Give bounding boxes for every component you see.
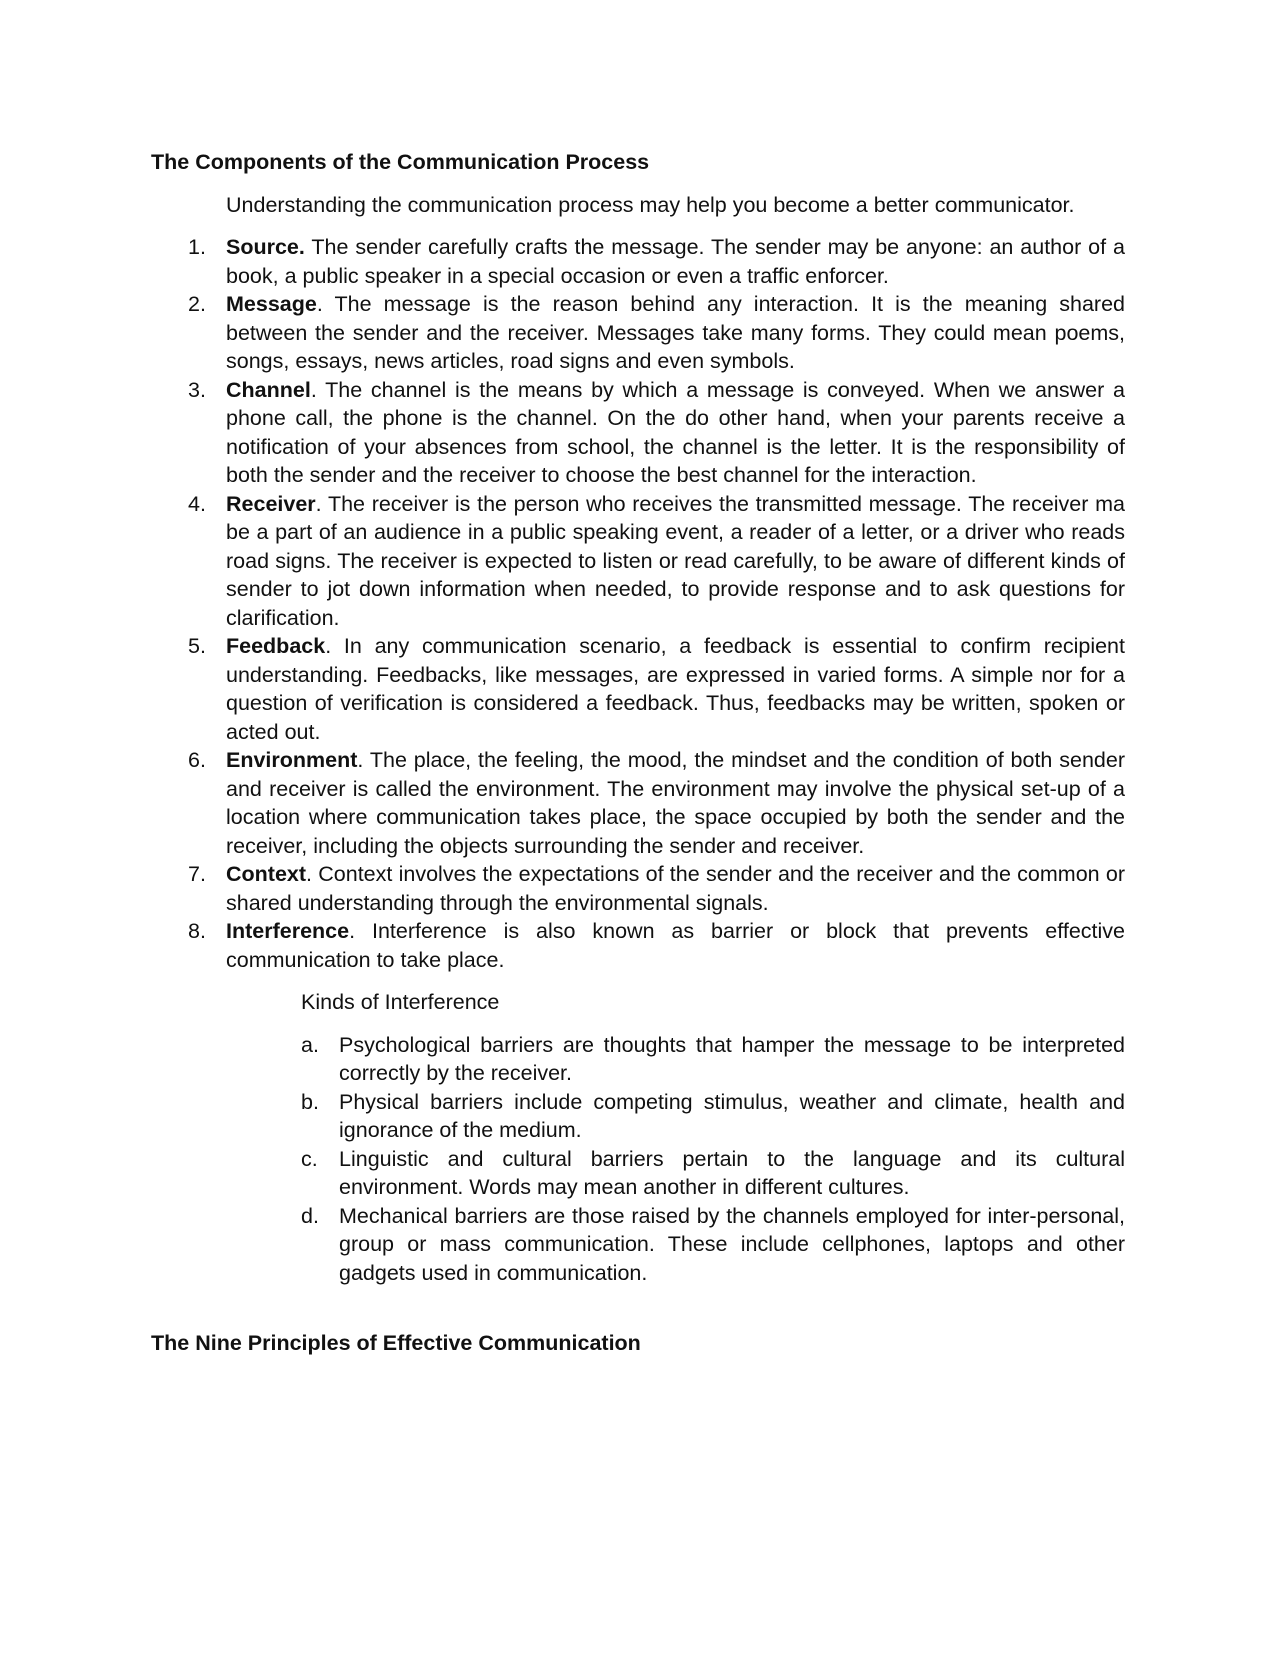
list-text: The sender carefully crafts the message. The sender may be anyone: an author of a book, a public speaker in a special occasion or even a traffic enforcer. xyxy=(226,235,1125,288)
kinds-of-interference-title: Kinds of Interference xyxy=(301,990,500,1014)
intro-paragraph: Understanding the communication process may help you become a better communicator. xyxy=(226,192,1075,217)
kinds-item-mechanical xyxy=(151,1202,1125,1288)
list-item-interference xyxy=(151,917,1125,974)
list-text: Psychological barriers are thoughts that hamper the message to be interpreted correctly by the receiver. xyxy=(339,1032,1125,1085)
list-term: Interference xyxy=(226,919,350,943)
list-item-source xyxy=(151,233,1125,290)
list-number: 1. xyxy=(188,235,206,259)
list-text: . The message is the reason behind any interaction. It is the meaning shared between the sender and the receiver. Messages take many forms. They could mean poems, songs, essays, news articles, road signs and even symbols. xyxy=(226,292,1125,373)
kinds-list xyxy=(151,1031,1125,1288)
kinds-item-psychological xyxy=(151,1031,1125,1088)
list-number: 8. xyxy=(188,919,206,943)
list-text: . The place, the feeling, the mood, the mindset and the condition of both sender and receiver is called the environment. The environment may involve the physical set-up of a location where communication takes place, the space occupied by both the sender and the receiver, including the objects surrounding the sender and receiver. xyxy=(226,748,1125,858)
list-text: Mechanical barriers are those raised by the channels employed for inter-personal, group or mass communication. These include cellphones, laptops and other gadgets used in communication. xyxy=(339,1203,1125,1285)
list-number: 6. xyxy=(188,748,206,772)
list-term: Message xyxy=(226,292,317,316)
list-text: . The receiver is the person who receives the transmitted message. The receiver ma be a part of an audience in a public speaking event, a reader of a letter, or a driver who reads road signs. The receiver is expected to listen or read carefully, to be aware of different kinds of sender to jot down information when needed, to provide response and to ask questions for clarification. xyxy=(226,491,1125,630)
list-term: Feedback xyxy=(226,634,326,658)
list-text: Linguistic and cultural barriers pertain to the language and its cultural environment. Words may mean another in different cultures. xyxy=(339,1146,1125,1199)
list-number: 2. xyxy=(188,292,206,316)
section-heading-principles: The Nine Principles of Effective Communication xyxy=(151,1331,641,1355)
list-letter: c. xyxy=(301,1146,318,1171)
list-term: Channel xyxy=(226,377,311,402)
list-term: Receiver xyxy=(226,491,316,516)
list-text: . Context involves the expectations of the sender and the receiver and the common or shared understanding through the environmental signals. xyxy=(226,862,1125,915)
list-item-feedback xyxy=(151,632,1125,746)
list-number: 5. xyxy=(188,634,206,658)
list-item-message xyxy=(151,290,1125,376)
list-letter: a. xyxy=(301,1032,319,1057)
kinds-item-linguistic xyxy=(151,1145,1125,1202)
list-text: Physical barriers include competing stimulus, weather and climate, health and ignorance of the medium. xyxy=(339,1089,1125,1142)
list-text: . Interference is also known as barrier or block that prevents effective communication to take place. xyxy=(226,919,1125,972)
list-letter: d. xyxy=(301,1203,319,1228)
list-number: 3. xyxy=(188,377,206,402)
list-item-channel xyxy=(151,376,1125,490)
list-term: Environment xyxy=(226,748,358,772)
list-text: . In any communication scenario, a feedback is essential to confirm recipient understanding. Feedbacks, like messages, are expressed in varied forms. A simple nor for a question of verification is considered a feedback. Thus, feedbacks may be written, spoken or acted out. xyxy=(226,634,1125,744)
list-term: Source. xyxy=(226,235,305,259)
list-item-context xyxy=(151,860,1125,917)
list-letter: b. xyxy=(301,1089,319,1114)
list-text: . The channel is the means by which a message is conveyed. When we answer a phone call, the phone is the channel. On the do other hand, when your parents receive a notification of your absences from school, the channel is the letter. It is the responsibility of both the sender and the receiver to choose the best channel for the interaction. xyxy=(226,377,1125,487)
kinds-item-physical xyxy=(151,1088,1125,1145)
components-list xyxy=(151,233,1125,974)
list-term: Context xyxy=(226,862,307,886)
list-item-environment xyxy=(151,746,1125,860)
list-item-receiver xyxy=(151,490,1125,633)
list-number: 4. xyxy=(188,491,206,516)
list-number: 7. xyxy=(188,862,206,886)
section-heading-components: The Components of the Communication Process xyxy=(151,150,650,174)
